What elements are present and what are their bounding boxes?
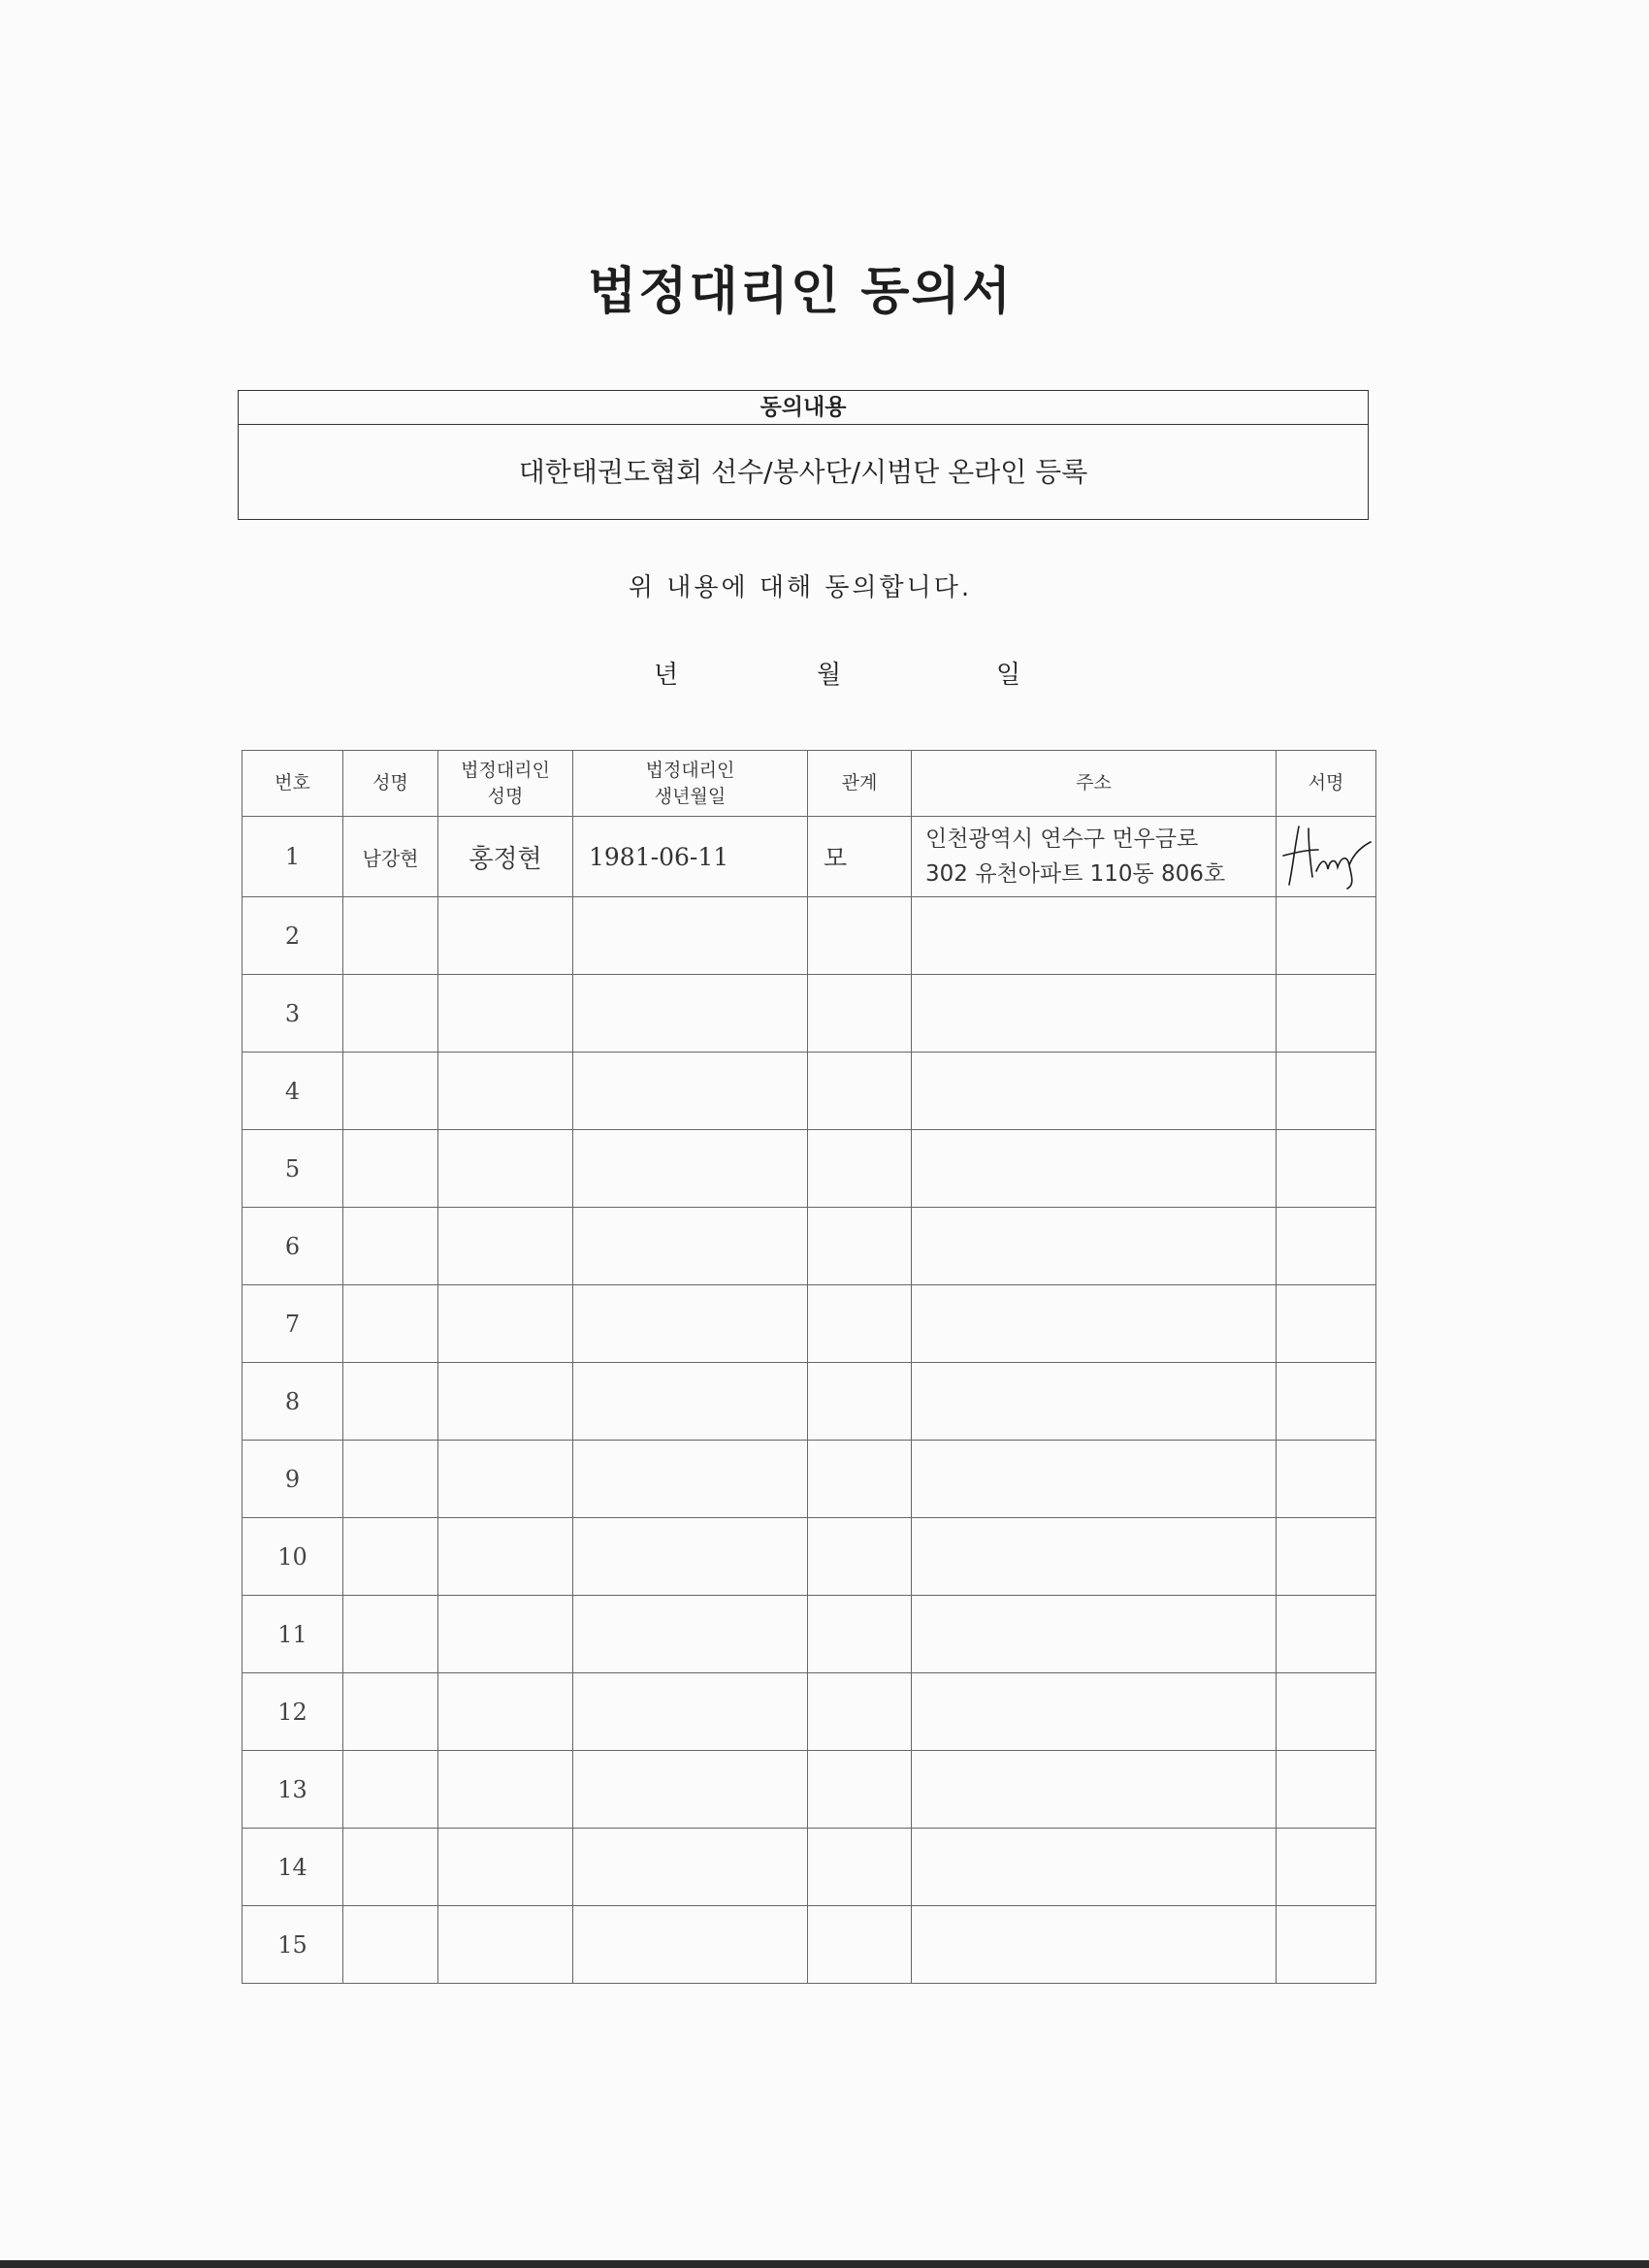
date-month-label: 월 <box>817 661 842 690</box>
guardian-name-cell <box>438 897 573 975</box>
scan-edge <box>0 2260 1649 2268</box>
table-row <box>242 1751 1376 1829</box>
header-guardian-name-line2: 성명 <box>487 785 524 807</box>
signature-cell <box>1277 1518 1376 1596</box>
guardian-birth-cell <box>573 1596 808 1673</box>
table-row <box>242 897 1376 975</box>
row-number-cell: 4 <box>242 1053 343 1130</box>
date-line <box>0 655 1600 690</box>
signature-cell <box>1277 1130 1376 1208</box>
relation-cell <box>808 1285 912 1363</box>
signature-cell <box>1277 1751 1376 1829</box>
address-cell <box>912 1906 1277 1984</box>
row-number-cell: 3 <box>242 975 343 1053</box>
signature-cell <box>1277 1829 1376 1906</box>
header-guardian-birth <box>573 751 808 817</box>
signature-cell <box>1277 1596 1376 1673</box>
table-row <box>242 1829 1376 1906</box>
guardian-name-cell <box>438 1441 573 1518</box>
address-cell <box>912 1130 1277 1208</box>
guardian-name-cell <box>438 1363 573 1441</box>
guardian-birth-cell <box>573 1751 808 1829</box>
header-relation: 관계 <box>808 751 912 817</box>
document-title: 법정대리인 동의서 <box>588 263 1013 321</box>
name-cell <box>343 1829 438 1906</box>
guardian-birth-cell <box>573 1053 808 1130</box>
guardian-birth-cell <box>573 1906 808 1984</box>
name-cell <box>343 1518 438 1596</box>
consent-box-header: 동의내용 <box>239 391 1368 425</box>
address-cell <box>912 1751 1277 1829</box>
row-number-cell: 11 <box>242 1596 343 1673</box>
address-cell <box>912 1518 1277 1596</box>
address-cell <box>912 1441 1277 1518</box>
row-number-cell: 13 <box>242 1751 343 1829</box>
signature-cell <box>1277 975 1376 1053</box>
guardian-birth-cell <box>573 1518 808 1596</box>
name-cell <box>343 1673 438 1751</box>
guardian-birth-cell <box>573 1130 808 1208</box>
guardian-birth-cell <box>573 897 808 975</box>
row-number-cell: 9 <box>242 1441 343 1518</box>
relation-cell <box>808 1596 912 1673</box>
relation-cell <box>808 1906 912 1984</box>
row-number-cell: 15 <box>242 1906 343 1984</box>
date-year-label: 년 <box>654 661 679 690</box>
address-cell <box>912 897 1277 975</box>
header-guardian-name-line1: 법정대리인 <box>461 759 550 781</box>
header-guardian-birth-line2: 생년월일 <box>654 785 727 807</box>
table-row <box>242 1285 1376 1363</box>
table-row <box>242 817 1376 897</box>
name-cell <box>343 1208 438 1285</box>
guardian-name-cell <box>438 975 573 1053</box>
guardian-name-cell <box>438 1285 573 1363</box>
guardian-name-cell: 홍정현 <box>438 817 573 897</box>
signature-cell <box>1277 1441 1376 1518</box>
name-cell <box>343 897 438 975</box>
signature-cell <box>1277 1208 1376 1285</box>
table-row <box>242 1441 1376 1518</box>
relation-cell <box>808 1751 912 1829</box>
row-number-cell: 6 <box>242 1208 343 1285</box>
relation-cell <box>808 897 912 975</box>
table-row <box>242 1673 1376 1751</box>
relation-cell <box>808 1208 912 1285</box>
signature-cell <box>1277 1906 1376 1984</box>
address-cell <box>912 1596 1277 1673</box>
header-number: 번호 <box>242 751 343 817</box>
row-number-cell: 10 <box>242 1518 343 1596</box>
guardian-name-cell <box>438 1518 573 1596</box>
row-number-cell: 14 <box>242 1829 343 1906</box>
relation-cell: 모 <box>808 817 912 897</box>
table-row <box>242 1053 1376 1130</box>
signature-cell <box>1277 1673 1376 1751</box>
guardian-name-cell <box>438 1906 573 1984</box>
guardian-birth-cell <box>573 1363 808 1441</box>
handwritten-signature-icon <box>1279 817 1373 891</box>
consent-box-content: 대한태권도협회 선수/봉사단/시범단 온라인 등록 <box>518 456 1088 488</box>
guardian-birth-cell <box>573 975 808 1053</box>
guardian-table <box>242 750 1376 1984</box>
table-row <box>242 1130 1376 1208</box>
guardian-birth-cell <box>573 1208 808 1285</box>
name-cell <box>343 1285 438 1363</box>
row-number-cell: 8 <box>242 1363 343 1441</box>
signature-cell <box>1277 817 1376 897</box>
header-address: 주소 <box>912 751 1277 817</box>
signature-cell <box>1277 1053 1376 1130</box>
table-row <box>242 1363 1376 1441</box>
name-cell <box>343 1751 438 1829</box>
row-number-cell: 1 <box>242 817 343 897</box>
name-cell <box>343 1906 438 1984</box>
relation-cell <box>808 1441 912 1518</box>
signature-cell <box>1277 1285 1376 1363</box>
header-signature: 서명 <box>1277 751 1376 817</box>
address-cell <box>912 817 1277 897</box>
table-body <box>242 817 1376 1984</box>
relation-cell <box>808 1518 912 1596</box>
guardian-name-cell <box>438 1673 573 1751</box>
date-day-label: 일 <box>996 661 1021 690</box>
address-cell <box>912 1673 1277 1751</box>
row-number-cell: 5 <box>242 1130 343 1208</box>
guardian-name-cell <box>438 1751 573 1829</box>
name-cell <box>343 1130 438 1208</box>
guardian-name-cell <box>438 1829 573 1906</box>
address-cell <box>912 975 1277 1053</box>
signature-cell <box>1277 1363 1376 1441</box>
relation-cell <box>808 1673 912 1751</box>
guardian-birth-cell <box>573 1441 808 1518</box>
guardian-birth-cell <box>573 1829 808 1906</box>
address-cell <box>912 1053 1277 1130</box>
table-row <box>242 1208 1376 1285</box>
guardian-name-cell <box>438 1596 573 1673</box>
relation-cell <box>808 975 912 1053</box>
row-number-cell: 12 <box>242 1673 343 1751</box>
name-cell <box>343 1053 438 1130</box>
address-cell <box>912 1363 1277 1441</box>
name-cell: 남강현 <box>343 817 438 897</box>
guardian-birth-cell <box>573 1285 808 1363</box>
name-cell <box>343 1596 438 1673</box>
table-header-row <box>242 751 1376 817</box>
address-line-1: 인천광역시 연수구 먼우금로 <box>925 826 1199 852</box>
relation-cell <box>808 1130 912 1208</box>
name-cell <box>343 1441 438 1518</box>
table-row <box>242 1596 1376 1673</box>
name-cell <box>343 1363 438 1441</box>
guardian-name-cell <box>438 1130 573 1208</box>
table-row <box>242 1906 1376 1984</box>
header-name: 성명 <box>343 751 438 817</box>
guardian-name-cell <box>438 1208 573 1285</box>
relation-cell <box>808 1829 912 1906</box>
relation-cell <box>808 1053 912 1130</box>
row-number-cell: 2 <box>242 897 343 975</box>
address-cell <box>912 1285 1277 1363</box>
guardian-name-cell <box>438 1053 573 1130</box>
address-cell <box>912 1829 1277 1906</box>
address-cell <box>912 1208 1277 1285</box>
signature-cell <box>1277 897 1376 975</box>
relation-cell <box>808 1363 912 1441</box>
table-row <box>242 975 1376 1053</box>
name-cell <box>343 975 438 1053</box>
table-row <box>242 1518 1376 1596</box>
row-number-cell: 7 <box>242 1285 343 1363</box>
guardian-birth-cell: 1981-06-11 <box>573 817 808 897</box>
guardian-birth-cell <box>573 1673 808 1751</box>
address-line-2: 302 유천아파트 110동 806호 <box>925 861 1226 887</box>
consent-box <box>238 390 1369 520</box>
header-guardian-name <box>438 751 573 817</box>
agreement-statement: 위 내용에 대해 동의합니다. <box>628 573 973 602</box>
header-guardian-birth-line1: 법정대리인 <box>645 759 735 781</box>
